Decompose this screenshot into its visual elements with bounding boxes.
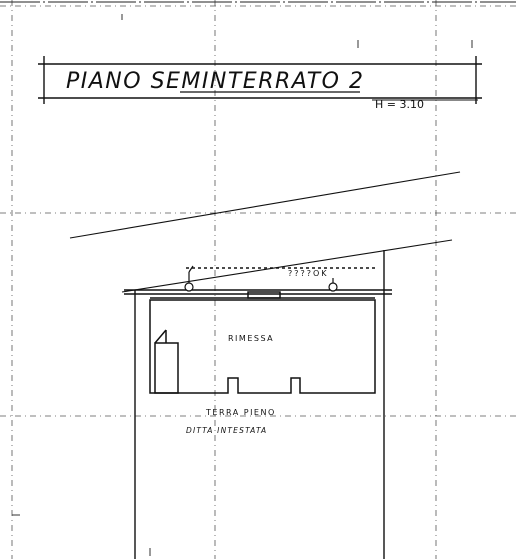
tick-marks: [12, 14, 472, 556]
building-outline: [124, 250, 392, 559]
terrain-label: TERRA PIENO: [206, 408, 276, 417]
drain-icon: [185, 266, 193, 291]
owner-label: DITTA INTESTATA: [186, 426, 268, 435]
plan-title: PIANO SEMINTERRATO 2: [66, 69, 365, 94]
terrain-lines: [70, 172, 460, 292]
room-label: RIMESSA: [228, 334, 275, 343]
strip-label: ????OK: [288, 269, 329, 278]
drain-icon: [329, 278, 337, 291]
height-label: H = 3.10: [375, 98, 424, 111]
